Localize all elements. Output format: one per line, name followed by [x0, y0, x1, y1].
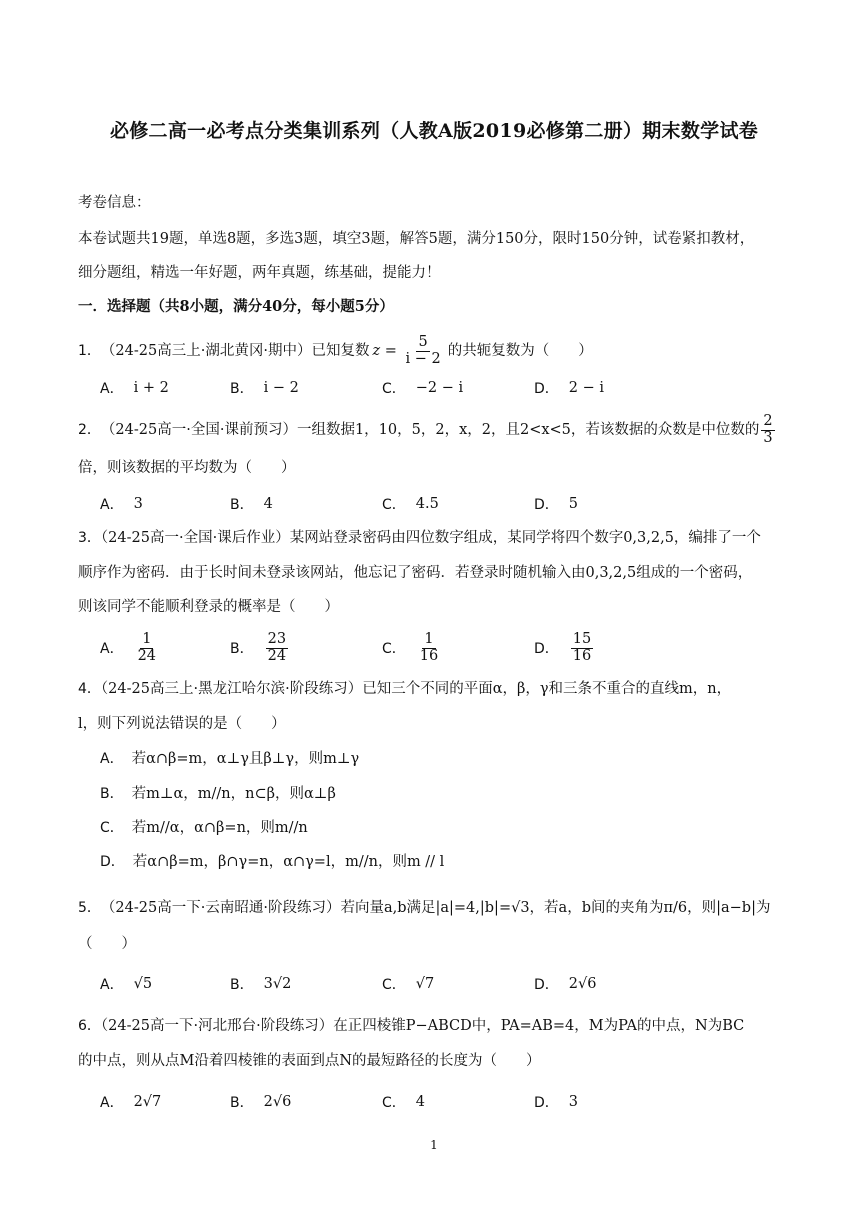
options-q3 — [100, 628, 800, 668]
question-6-line-2: 的中点，则从点M沿着四棱锥的表面到点N的最短路径的长度为（ ） — [78, 1053, 541, 1069]
option-b: B． $\frac{23}{24}$ — [230, 631, 287, 664]
option-d: D． 若α∩β=m，β∩γ=n，α∩γ=l，m//n，则m // l — [100, 854, 445, 870]
option-d: D． 3 — [534, 1094, 579, 1111]
info-heading: 考卷信息： — [78, 195, 151, 211]
option-b: B． 4 — [230, 496, 273, 513]
question-number: 5． — [78, 900, 101, 916]
question-text: 一组数据1，10，5，2，x，2，且2<x<5，若该数据的众数是中位数的 — [296, 422, 760, 438]
question-number: 2． — [78, 422, 101, 438]
question-text: 已知复数 — [311, 343, 370, 359]
option-a: A． 若α∩β=m，α⊥γ且β⊥γ，则m⊥γ — [100, 751, 360, 767]
fraction-two-thirds: $\frac{2}{3}$ — [763, 413, 773, 446]
option-a: A． 3 — [100, 496, 143, 513]
option-c: C． √7 — [382, 976, 435, 993]
question-3 — [78, 528, 798, 548]
question-5-line-2: （ ） — [78, 936, 136, 952]
question-source: （24-25高三上·黑龙江哈尔滨·阶段练习） — [100, 681, 363, 697]
question-source: （24-25高一下·云南昭通·阶段练习） — [100, 900, 341, 916]
fraction: $\frac{15}{16}$ — [572, 631, 592, 664]
page-title: 必修二高一必考点分类集训系列（人教A版2019必修第二册）期末数学试卷 — [109, 120, 759, 142]
question-source: （24-25高一下·河北邢台·阶段练习） — [100, 1018, 334, 1034]
option-c: C． 4.5 — [382, 496, 439, 513]
options-q1 — [100, 368, 800, 408]
option-b: B． 若m⊥α，m//n，n⊂β，则α⊥β — [100, 786, 336, 802]
question-source: （24-25高一·全国·课后作业） — [100, 530, 290, 546]
question-1 — [78, 336, 798, 366]
question-3-line-3: 则该同学不能顺利登录的概率是（ ） — [78, 599, 339, 615]
option-c: C． −2 − i — [382, 380, 464, 397]
options-q2 — [100, 484, 800, 524]
question-5 — [78, 890, 798, 926]
question-6 — [78, 1016, 798, 1036]
page-number: 1 — [430, 1138, 438, 1152]
option-a: A． √5 — [100, 976, 153, 993]
option-d: D． 5 — [534, 496, 579, 513]
question-2 — [78, 412, 798, 448]
option-c: C． 若m//α，α∩β=n，则m//n — [100, 820, 308, 836]
question-number: 1． — [78, 343, 101, 359]
option-a: A． $\frac{1}{24}$ — [100, 631, 157, 664]
question-number: 3． — [78, 530, 101, 546]
section-heading: 一．选择题（共8小题，满分40分，每小题5分） — [78, 298, 394, 315]
option-a: A． i + 2 — [100, 380, 169, 397]
question-text: 某网站登录密码由四位数字组成，某同学将四个数字0,3,2,5，编排了一个 — [289, 530, 761, 546]
info-line-1: 本卷试题共19题，单选8题，多选3题，填空3题，解答5题，满分150分，限时150分钟，试卷紧扣教材， — [78, 231, 755, 247]
question-text: 在正四棱锥P−ABCD中，PA=AB=4，M为PA的中点，N为BC — [333, 1018, 745, 1034]
question-source: （24-25高一·全国·课前预习） — [100, 422, 297, 438]
question-4-line-2: l，则下列说法错误的是（ ） — [78, 716, 286, 732]
question-2-cont: 倍，则该数据的平均数为（ ） — [78, 460, 296, 476]
question-number: 4． — [78, 681, 101, 697]
option-d: D． 2√6 — [534, 976, 597, 993]
option-d: D． $\frac{15}{16}$ — [534, 631, 592, 664]
question-formula: z = $\frac{5}{i - 2}$ — [372, 334, 441, 367]
question-4 — [78, 679, 798, 699]
question-text: 若向量a,b满足|a|=4,|b|=√3，若a，b间的夹角为π/6，则|a−b|为 — [340, 900, 771, 916]
option-c: C． $\frac{1}{16}$ — [382, 631, 439, 664]
option-b: B． i − 2 — [230, 380, 299, 397]
fraction: $\frac{23}{24}$ — [267, 631, 287, 664]
option-d: D． 2 − i — [534, 380, 605, 397]
question-text-end: 的共轭复数为（ ） — [447, 343, 593, 359]
question-source: （24-25高三上·湖北黄冈·期中） — [100, 343, 312, 359]
question-number: 6． — [78, 1018, 101, 1034]
fraction: $\frac{1}{24}$ — [137, 631, 157, 664]
option-a: A． 2√7 — [100, 1094, 162, 1111]
question-text: 已知三个不同的平面α，β，γ和三条不重合的直线m，n， — [362, 681, 732, 697]
info-line-2: 细分题组，精选一年好题，两年真题，练基础，提能力！ — [78, 265, 441, 281]
fraction: $\frac{1}{16}$ — [419, 631, 439, 664]
option-b: B． 3√2 — [230, 976, 292, 993]
option-c: C． 4 — [382, 1094, 426, 1111]
options-q5 — [100, 964, 800, 1004]
option-b: B． 2√6 — [230, 1094, 292, 1111]
options-q6 — [100, 1082, 800, 1122]
question-3-line-2: 顺序作为密码．由于长时间未登录该网站，他忘记了密码．若登录时随机输入由0,3,2,5组成的一个密码， — [78, 565, 753, 581]
